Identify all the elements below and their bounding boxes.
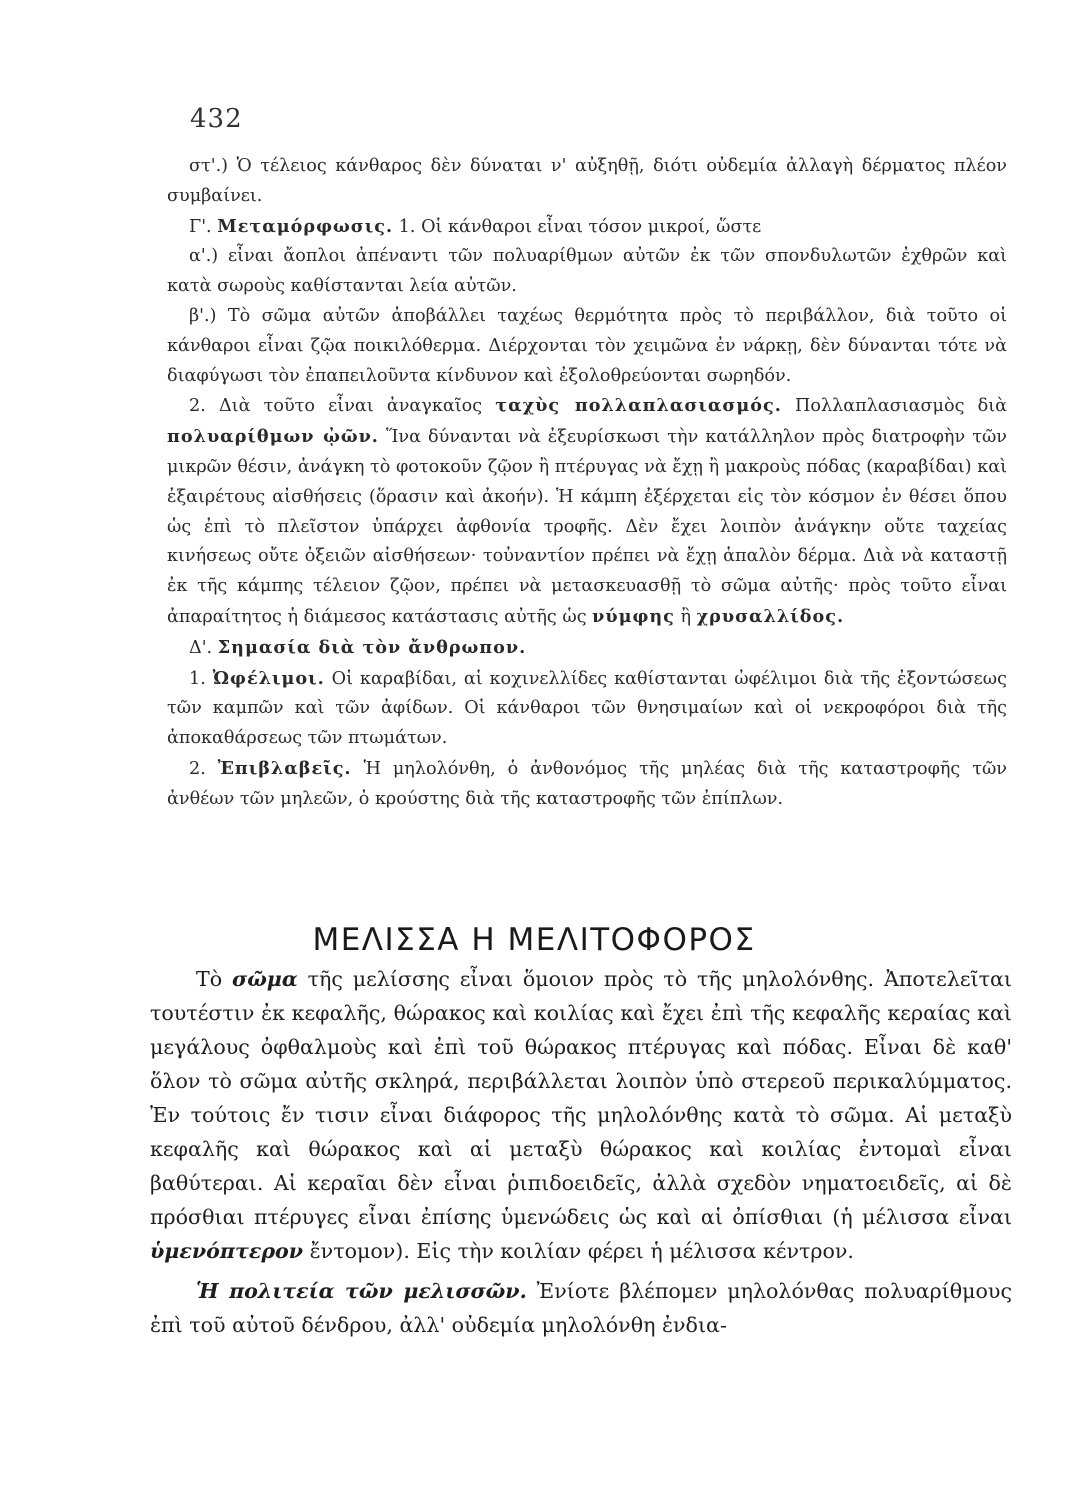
section-beetle-continued bbox=[167, 152, 1007, 815]
item-label: α'.) bbox=[189, 246, 219, 267]
item-label: β'.) bbox=[189, 305, 217, 326]
paragraph-text: Τὸ bbox=[196, 967, 233, 991]
paragraph-useful bbox=[167, 664, 1007, 754]
paragraph-text: Τὸ σῶμα αὐτῶν ἀποβάλλει ταχέως θερμότητα πρὸς τὸ περιβάλλον, διὰ τοῦτο οἱ κάνθαροι εἶναι ζῷα ποικιλόθερμα. Διέρχονται τὸν χειμῶνα ἐν νάρκῃ, δὲν δύνανται τότε νὰ διαφύγωσι τὸν ἐπαπειλοῦντα κίνδυνον καὶ ἐξολοθρεύονται σωρηδόν. bbox=[167, 305, 1007, 386]
section-title-metamorphosis: Μεταμόρφωσις. bbox=[217, 215, 394, 237]
emphasis-multiplication: ταχὺς πολλαπλασιασμός. bbox=[495, 395, 782, 417]
subsection-title-harmful: Ἐπιβλαβεῖς. bbox=[217, 757, 352, 779]
paragraph-harmful bbox=[167, 754, 1007, 815]
paragraph-st bbox=[167, 152, 1007, 212]
paragraph-2 bbox=[167, 391, 1007, 632]
emphasis-hymenoptera: ὑμενόπτερον bbox=[150, 1239, 304, 1263]
emphasis-nymph: νύμφης bbox=[592, 605, 675, 627]
emphasis-body: σῶμα bbox=[232, 967, 298, 991]
paragraph-beta bbox=[167, 302, 1007, 391]
paragraph-text: 1. Οἱ κάνθαροι εἶναι τόσον μικροί, ὥστε bbox=[393, 216, 762, 237]
paragraph-text: Πολλαπλασιασμὸς διὰ bbox=[781, 396, 1007, 417]
subsection-title-useful: Ὠφέλιμοι. bbox=[212, 667, 325, 689]
paragraph-text: εἶναι ἄοπλοι ἀπέναντι τῶν πολυαρίθμων αὐτῶν ἐκ τῶν σπονδυλωτῶν ἐχθρῶν καὶ κατὰ σωροὺς καθίστανται λεία αὐτῶν. bbox=[167, 246, 1007, 297]
paragraph-text: Ἡ μηλολόνθη, ὁ ἀνθονόμος τῆς μηλέας διὰ τῆς καταστροφῆς τῶν ἀνθέων τῶν μηλεῶν, ὁ κρούστης διὰ τῆς καταστροφῆς τῶν ἐπίπλων. bbox=[167, 758, 1007, 809]
paragraph-text: Ἵνα δύνανται νὰ ἐξευρίσκωσι τὴν κατάλληλον πρὸς διατροφὴν τῶν μικρῶν θέσιν, ἀνάγκη τὸ φοτοκοῦν ζῷον ἢ πτέρυγας νὰ ἔχῃ ἢ μακροὺς πόδας (καραβίδαι) καὶ ἐξαιρέτους αἰσθήσεις (ὅρασιν καὶ ἀκοήν). Ἡ κάμπη ἐξέρχεται εἰς τὸν κόσμον ἐν θέσει ὅπου ὡς ἐπὶ τὸ πλεῖστον ὑπάρχει ἀφθονία τροφῆς. Δὲν ἔχει λοιπὸν ἀνάγκην οὔτε ταχείας κινήσεως οὔτε ὀξειῶν αἰσθήσεων· τοὐναντίον πρέπει νὰ ἔχῃ ἁπαλὸν δέρμα. Διὰ νὰ καταστῇ ἐκ τῆς κάμπης τέλειον ζῷον, πρέπει νὰ μετασκευασθῇ τὸ σῶμα αὐτῆς· πρὸς τοῦτο εἶναι ἀπαραίτητος ἡ διάμεσος κατάστασις αὐτῆς ὡς bbox=[167, 427, 1007, 627]
section-label: Γ'. bbox=[189, 216, 218, 237]
paragraph-delta bbox=[167, 633, 1007, 664]
paragraph-text: Ὁ τέλειος κάνθαρος δὲν δύναται ν' αὐξηθῇ, διότι οὐδεμία ἀλλαγὴ δέρματος πλέον συμβαίνει. bbox=[167, 156, 1007, 206]
paragraph-text: Ἐνίοτε βλέπομεν μηλολόνθας πολυαρίθμους ἐπὶ τοῦ αὐτοῦ δένδρου, ἀλλ' οὐδεμία μηλολόνθη ἐνδια- bbox=[150, 1279, 1012, 1337]
section-title-significance: Σημασία διὰ τὸν ἄνθρωπον. bbox=[217, 636, 527, 658]
paragraph-text: 2. Διὰ τοῦτο εἶναι ἀναγκαῖος bbox=[189, 396, 496, 417]
paragraph-bee-body bbox=[150, 962, 1012, 1268]
paragraph-gamma bbox=[167, 212, 1007, 243]
paragraph-alpha bbox=[167, 242, 1007, 302]
paragraph-text: ἢ bbox=[674, 606, 697, 627]
item-number: 2. bbox=[189, 758, 218, 779]
emphasis-eggs: πολυαρίθμων ᾠῶν. bbox=[167, 426, 379, 448]
item-number: 1. bbox=[189, 668, 213, 689]
emphasis-chrysalis: χρυσαλλίδος. bbox=[696, 605, 845, 627]
item-label: στ'.) bbox=[189, 156, 229, 176]
paragraph-text: Οἱ καραβίδαι, αἱ κοχινελλίδες καθίστανται ὠφέλιμοι διὰ τῆς ἐξοντώσεως τῶν καμπῶν καὶ τῶν ἀφίδων. Οἱ κάνθαροι τῶν θνησιμαίων καὶ οἱ νεκροφόροι διὰ τῆς ἀποκαθάρσεως τῶν πτωμάτων. bbox=[167, 668, 1007, 749]
paragraph-text: ἔντομον). Εἰς τὴν κοιλίαν φέρει ἡ μέλισσα κέντρον. bbox=[303, 1239, 854, 1263]
page-number: 432 bbox=[190, 104, 243, 134]
paragraph-text: τῆς μελίσσης εἶναι ὅμοιον πρὸς τὸ τῆς μηλολόνθης. Ἀποτελεῖται τουτέστιν ἐκ κεφαλῆς, θώρακος καὶ κοιλίας καὶ ἔχει ἐπὶ τῆς κεφαλῆς κεραίας καὶ μεγάλους ὀφθαλμοὺς καὶ ἐπὶ τοῦ θώρακος πτέρυγας καὶ πόδας. Εἶναι δὲ καθ' ὅλον τὸ σῶμα αὐτῆς σκληρά, περιβάλλεται λοιπὸν ὑπὸ στερεοῦ περικαλύμματος. Ἐν τούτοις ἔν τισιν εἶναι διάφορος τῆς μηλολόνθης κατὰ τὸ σῶμα. Αἱ μεταξὺ κεφαλῆς καὶ θώρακος καὶ αἱ μεταξὺ θώρακος καὶ κοιλίας ἐντομαὶ εἶναι βαθύτεραι. Αἱ κεραῖαι δὲν εἶναι ῥιπιδοειδεῖς, ἀλλὰ σχεδὸν νηματοειδεῖς, αἱ δὲ πρόσθιαι πτέρυγες εἶναι ἐπίσης ὑμενώδεις ὡς καὶ αἱ ὀπίσθιαι (ἡ μέλισσα εἶναι bbox=[150, 967, 1013, 1229]
paragraph-bee-society bbox=[150, 1274, 1012, 1342]
chapter-heading: ΜΕΛΙΣΣΑ Η ΜΕΛΙΤΟΦΟΡΟΣ bbox=[312, 922, 756, 958]
section-bee bbox=[150, 962, 1012, 1342]
emphasis-society: Ἡ πολιτεία τῶν μελισσῶν. bbox=[196, 1279, 527, 1303]
section-label: Δ'. bbox=[189, 637, 218, 658]
